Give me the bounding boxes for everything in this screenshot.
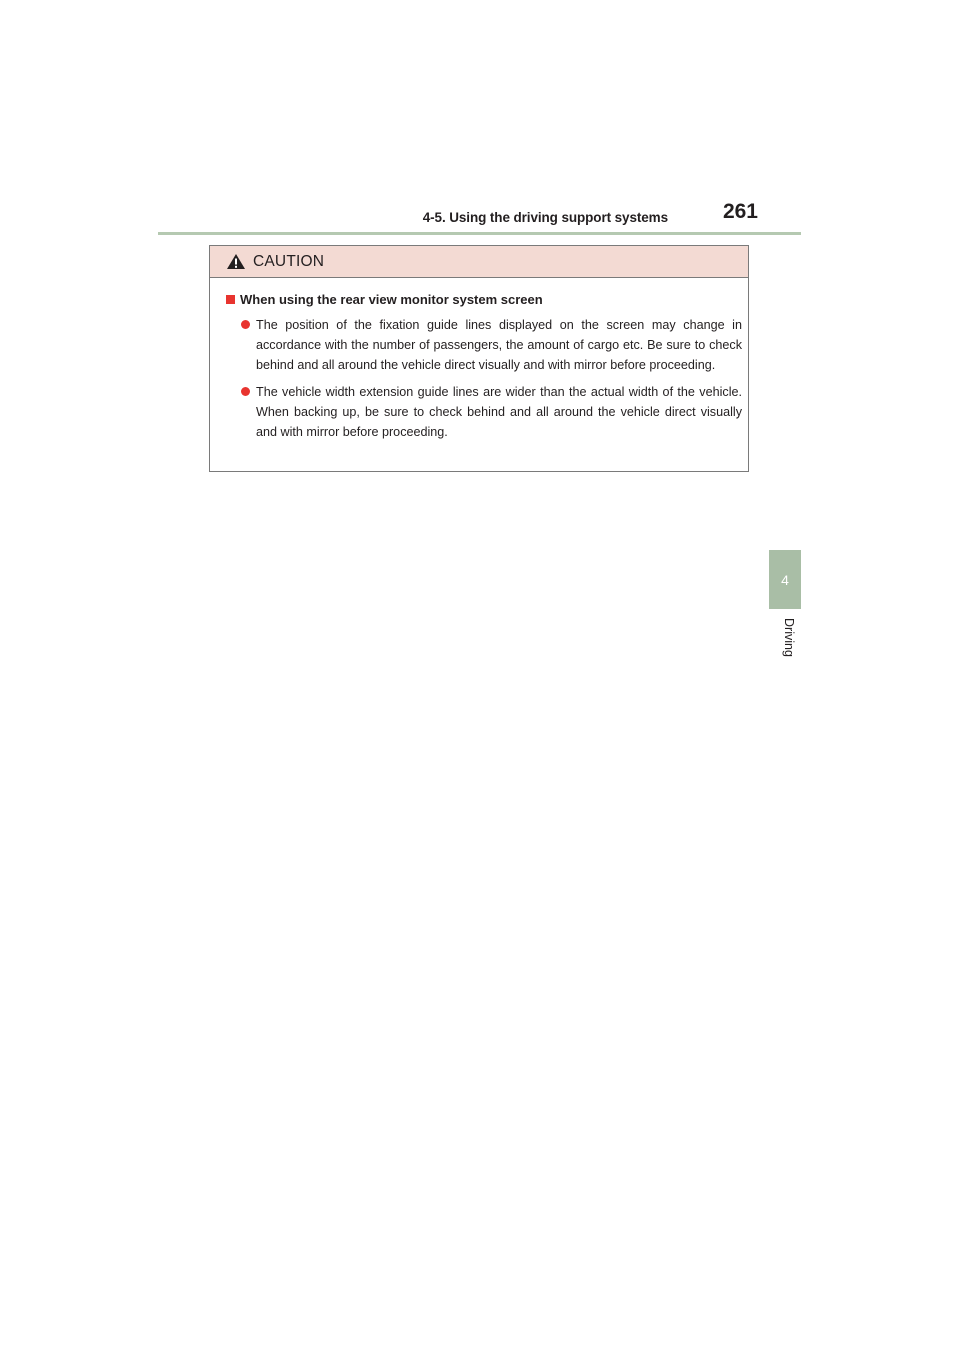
page-number: 261 (722, 200, 758, 223)
caution-header (210, 246, 748, 278)
chapter-number: 4 (781, 571, 789, 588)
caution-heading-text: When using the rear view monitor system screen (240, 292, 543, 307)
list-item-text: The position of the fixation guide lines displayed on the screen may change in accordance with the number of passengers, the amount of cargo etc. Be sure to check behind and all around the vehicle direct visually and with mirror before proceeding. (256, 318, 742, 372)
header-rule (158, 232, 801, 235)
chapter-label: Driving (782, 618, 796, 657)
list-item (241, 382, 742, 442)
page-header (158, 200, 800, 232)
square-bullet-icon (226, 295, 235, 304)
caution-box (209, 245, 749, 472)
caution-label: CAUTION (253, 252, 325, 270)
list-item-text: The vehicle width extension guide lines are wider than the actual width of the vehicle. When backing up, be sure to check behind and all around the vehicle direct visually and with mirror before proceeding. (256, 385, 742, 439)
caution-heading (226, 292, 742, 307)
section-title: 4-5. Using the driving support systems (422, 210, 668, 225)
circle-bullet-icon (241, 320, 250, 329)
circle-bullet-icon (241, 387, 250, 396)
warning-triangle-icon (226, 253, 246, 270)
chapter-tab (769, 550, 801, 609)
list-item (241, 315, 742, 375)
caution-body (210, 278, 748, 442)
